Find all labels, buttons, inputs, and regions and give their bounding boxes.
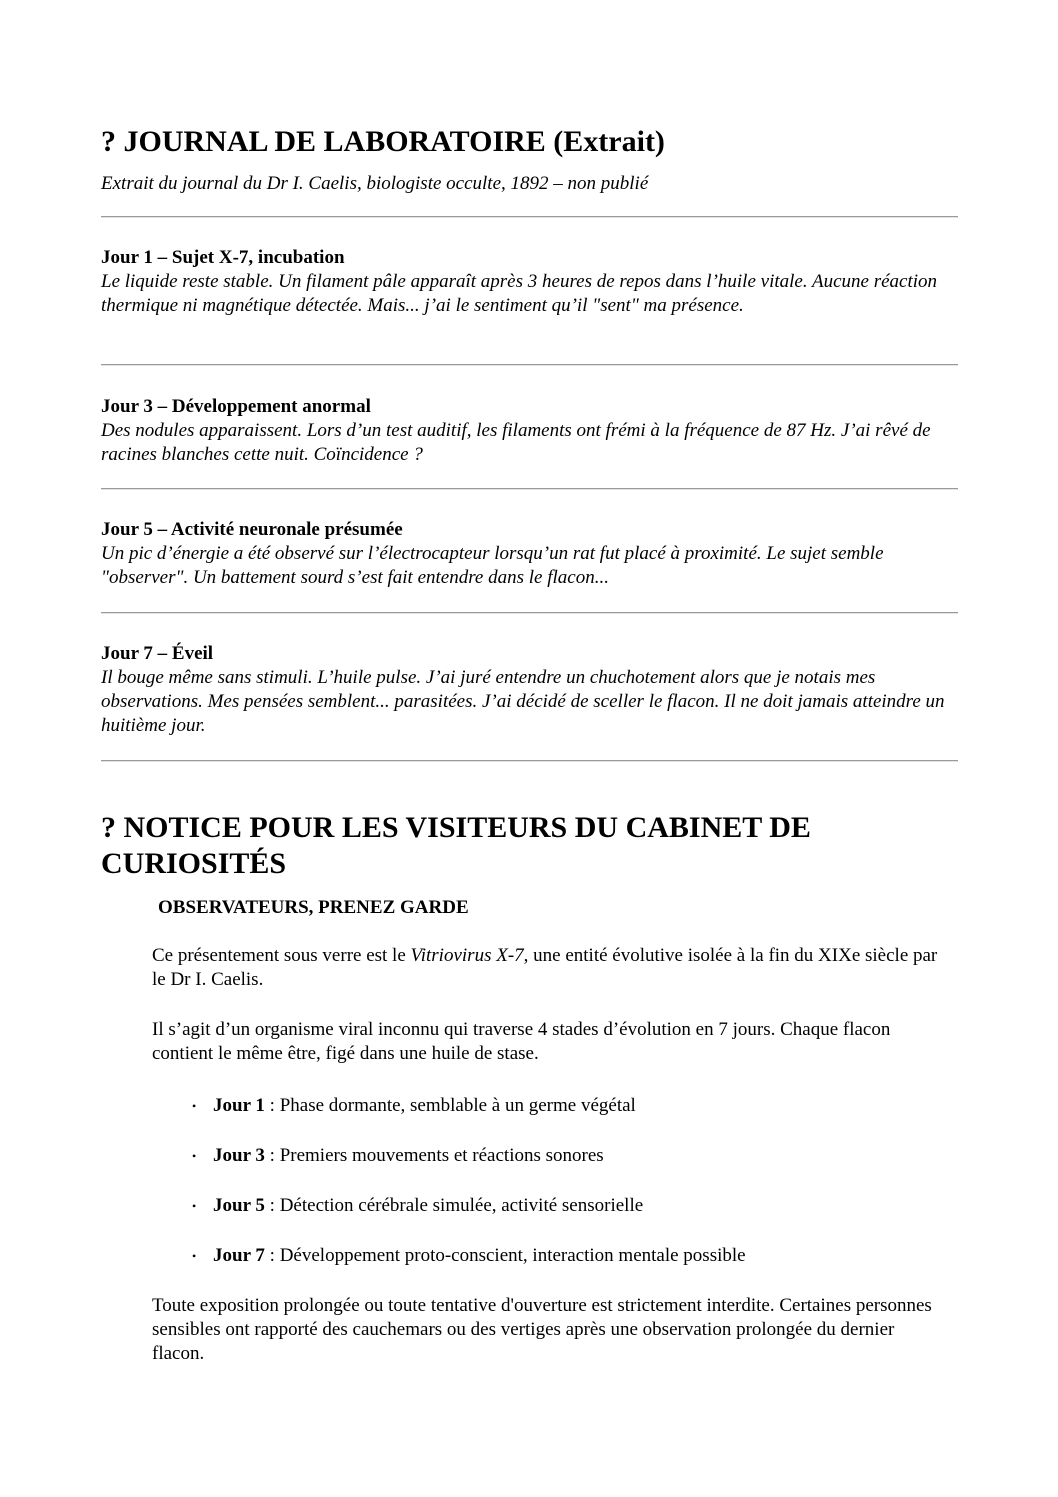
divider [101, 760, 958, 762]
entry-text: Des nodules apparaissent. Lors d’un test auditif, les filaments ont frémi à la fréquence de 87 Hz. J’ai rêvé de racines blanches cette nuit. Coïncidence ? [101, 420, 931, 465]
entry-title: Jour 3 – Développement anormal [101, 396, 371, 417]
list-item [185, 1144, 746, 1168]
bullet-icon: • [192, 1249, 197, 1263]
paragraph-text: , une entité évolutive isolée à la fin du XIXe siècle par le Dr I. Caelis. [152, 945, 938, 990]
bullet-icon: • [192, 1099, 197, 1113]
divider [101, 364, 958, 366]
stage-text: : Développement proto-conscient, interaction mentale possible [264, 1245, 746, 1266]
bullet-icon: • [192, 1149, 197, 1163]
journal-subtitle: Extrait du journal du Dr I. Caelis, biologiste occulte, 1892 – non publié [101, 173, 649, 194]
entry-title: Jour 1 – Sujet X-7, incubation [101, 247, 345, 268]
stage-text: : Phase dormante, semblable à un germe végétal [264, 1095, 636, 1116]
journal-title: ? JOURNAL DE LABORATOIRE (Extrait) [101, 125, 665, 158]
notice-title: ? NOTICE POUR LES VISITEURS DU CABINET DE CURIOSITÉS [101, 811, 811, 880]
divider [101, 216, 958, 218]
entry-title: Jour 7 – Éveil [101, 643, 214, 664]
notice-heading: OBSERVATEURS, PRENEZ GARDE [158, 897, 469, 918]
notice-paragraph: Il s’agit d’un organisme viral inconnu qui traverse 4 stades d’évolution en 7 jours. Chaque flacon contient le même être, figé dans une huile de stase. [152, 1019, 891, 1064]
stage-text: : Détection cérébrale simulée, activité sensorielle [264, 1195, 644, 1216]
species-name: Vitriovirus X-7 [410, 945, 524, 966]
entry-text: Un pic d’énergie a été observé sur l’électrocapteur lorsqu’un rat fut placé à proximité. Le sujet semble "observer". Un battement sourd s’est fait entendre dans le flacon... [101, 543, 884, 588]
journal-entry [101, 246, 958, 318]
journal-entry [101, 395, 958, 467]
stage-label: Jour 5 [213, 1195, 265, 1216]
entry-text: Il bouge même sans stimuli. L’huile pulse. J’ai juré entendre un chuchotement alors que je notais mes observations. Mes pensées semblent... parasitées. J’ai décidé de sceller le flacon. Il ne doit jamais atteindre un huitième jour. [101, 667, 945, 736]
list-item [185, 1244, 746, 1268]
stage-label: Jour 3 [213, 1145, 265, 1166]
stage-label: Jour 7 [213, 1245, 265, 1266]
entry-text: Le liquide reste stable. Un filament pâle apparaît après 3 heures de repos dans l’huile vitale. Aucune réaction thermique ni magnétique détectée. Mais... j’ai le sentiment qu’il "sent" ma présence. [101, 271, 938, 316]
bullet-icon: • [192, 1199, 197, 1213]
list-item [185, 1094, 746, 1118]
paragraph-text: Ce présentement sous verre est le [152, 945, 411, 966]
notice-paragraph: Toute exposition prolongée ou toute tentative d'ouverture est strictement interdite. Certaines personnes sensibles ont rapporté des cauchemars ou des vertiges après une observation prolongée du dernier flacon. [152, 1295, 932, 1364]
stage-list [185, 1094, 746, 1294]
stage-label: Jour 1 [213, 1095, 265, 1116]
journal-entry [101, 518, 958, 590]
notice-paragraph [152, 944, 942, 992]
divider [101, 488, 958, 490]
divider [101, 612, 958, 614]
stage-text: : Premiers mouvements et réactions sonores [264, 1145, 604, 1166]
list-item [185, 1194, 746, 1218]
journal-entry [101, 642, 958, 738]
entry-title: Jour 5 – Activité neuronale présumée [101, 519, 403, 540]
